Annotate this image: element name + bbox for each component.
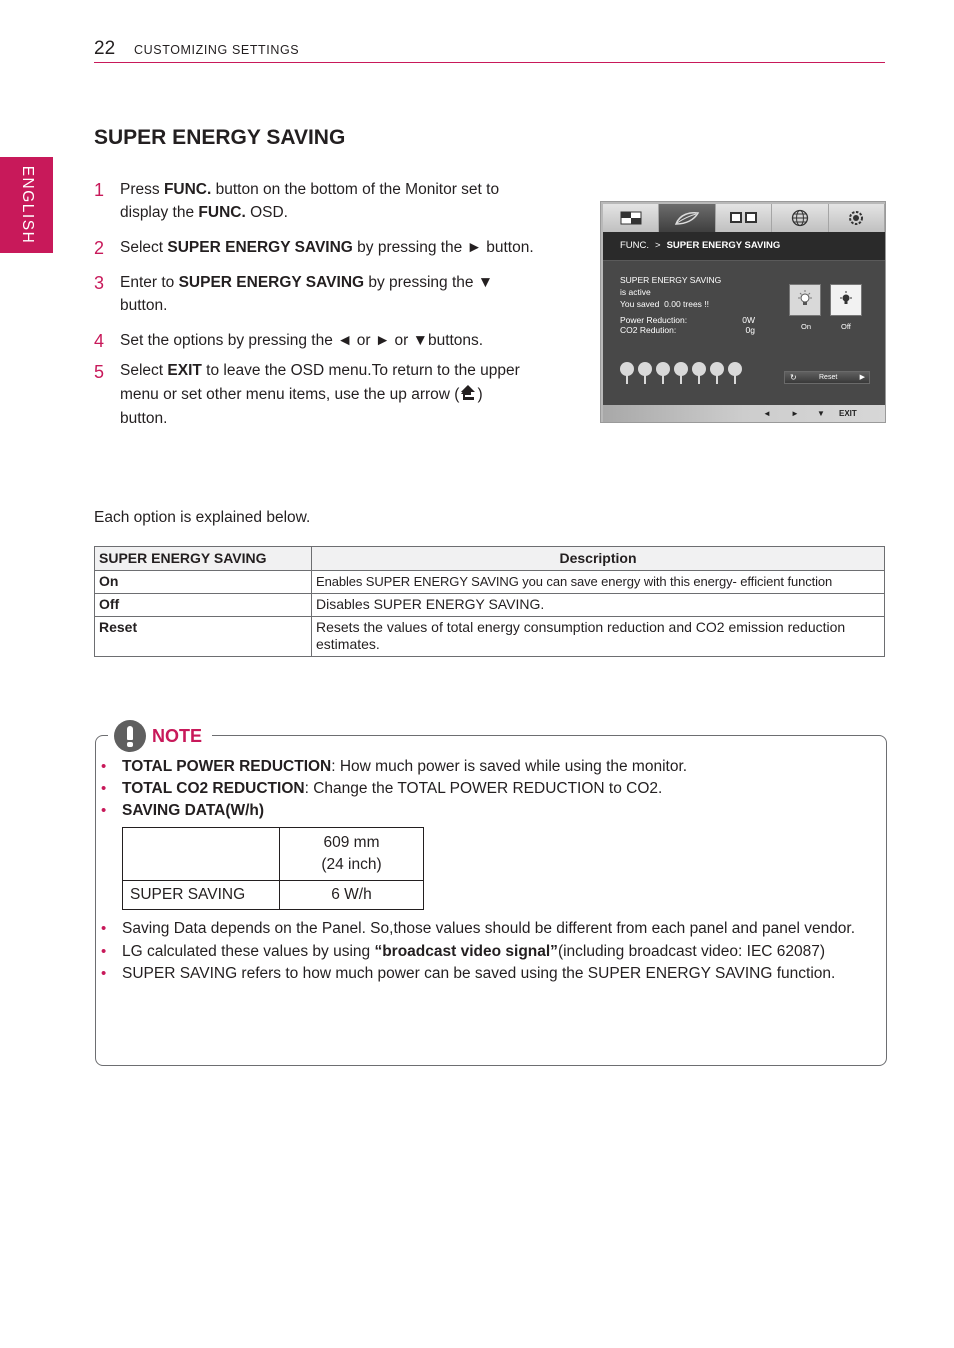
- step-text: by pressing the ► button.: [352, 239, 534, 256]
- osd-stats-labels: [620, 316, 687, 335]
- osd-saved-label: You saved: [620, 299, 660, 309]
- step-text: OSD.: [245, 204, 288, 221]
- note-item-bold: “broadcast video signal”: [374, 942, 558, 960]
- osd-crumb-separator: >: [655, 240, 661, 251]
- step-text: button on the bottom of the Monitor set to display the: [120, 181, 500, 221]
- osd-footer: [603, 405, 885, 422]
- dual-screen-icon: [729, 211, 759, 225]
- bullet-icon: •: [101, 965, 107, 982]
- bullet-icon: •: [101, 780, 107, 797]
- note-item-bold: TOTAL POWER REDUCTION: [122, 758, 332, 775]
- intro-text: Each option is explained below.: [94, 509, 311, 526]
- tree-icon: [655, 361, 671, 385]
- size-mm: 609 mm: [323, 834, 380, 851]
- osd-status-line: SUPER ENERGY SAVING: [620, 275, 722, 285]
- step-5: [94, 359, 534, 431]
- table-header-row: [95, 547, 885, 571]
- list-item: [101, 963, 871, 986]
- note-item-text: LG calculated these values by using: [122, 942, 375, 960]
- table-cell-desc: Enables SUPER ENERGY SAVING you can save energy with this energy- efficient function: [312, 571, 885, 594]
- table-row: [95, 594, 885, 617]
- bullet-icon: •: [101, 802, 107, 819]
- gear-icon: [847, 209, 865, 227]
- note-title: NOTE: [152, 725, 203, 746]
- osd-tab-picture: [603, 204, 659, 232]
- osd-status-line: is active: [620, 287, 651, 297]
- section-label: CUSTOMIZING SETTINGS: [134, 43, 300, 57]
- table-row: [95, 617, 885, 657]
- leaf-icon: [674, 210, 700, 226]
- osd-power-label: Power Reduction:: [620, 315, 688, 325]
- osd-right-button[interactable]: ►: [791, 409, 799, 418]
- note-item-text: : How much power is saved while using the monitor.: [331, 758, 688, 775]
- lightbulb-on-icon: [790, 285, 820, 315]
- osd-reset-label: Reset: [819, 374, 838, 381]
- step-bold: EXIT: [167, 362, 202, 379]
- step-number: 5: [94, 362, 105, 382]
- tree-icon: [691, 361, 707, 385]
- table-cell-empty: [123, 828, 280, 881]
- reset-icon: ↻: [790, 373, 797, 382]
- picture-mode-icon: [620, 211, 642, 225]
- note-item-text: Saving Data depends on the Panel. So,those values should be different from each panel and panel vendor.: [122, 920, 856, 937]
- table-cell-size: [280, 828, 424, 881]
- osd-co2-label: CO2 Redution:: [620, 324, 677, 335]
- tree-icon: [727, 361, 743, 385]
- language-tab-label: ENGLISH: [19, 165, 36, 245]
- osd-tab-globe: [772, 204, 828, 232]
- osd-screenshot: [600, 201, 886, 423]
- step-2: [94, 236, 534, 259]
- table-cell-value: 6 W/h: [280, 881, 424, 910]
- table-row: [123, 881, 424, 910]
- step-text: ) button.: [120, 386, 483, 427]
- osd-crumb-func: FUNC.: [620, 240, 650, 251]
- step-text: Set the options by pressing the ◄ or ► or ▼buttons.: [120, 332, 484, 349]
- osd-breadcrumb: [603, 232, 885, 260]
- list-item: [101, 918, 871, 941]
- osd-power-value: 0W: [742, 315, 755, 325]
- page-title: SUPER ENERGY SAVING: [94, 126, 346, 149]
- osd-body: [603, 260, 885, 405]
- step-3: [94, 271, 534, 317]
- step-number: 3: [94, 273, 105, 293]
- step-text: Press: [120, 181, 164, 198]
- up-arrow-icon: [460, 384, 476, 401]
- saving-data-table: [122, 827, 424, 910]
- list-item: [101, 800, 871, 822]
- step-text: Select: [120, 362, 168, 379]
- step-text: by pressing the ▼ button.: [120, 274, 494, 314]
- tree-icon: [637, 361, 653, 385]
- osd-reset-button[interactable]: [784, 371, 870, 384]
- osd-stats-values: [739, 316, 755, 335]
- exclamation-icon: [114, 720, 146, 752]
- step-bold: SUPER ENERGY SAVING: [178, 274, 365, 291]
- table-cell-key: On: [95, 571, 312, 594]
- table-cell-desc: Disables SUPER ENERGY SAVING.: [312, 594, 885, 617]
- osd-tree-row: [619, 361, 743, 385]
- table-header: Description: [312, 547, 885, 571]
- list-item: [101, 778, 871, 800]
- tree-icon: [709, 361, 725, 385]
- osd-tab-dual: [716, 204, 772, 232]
- osd-tab-bar: [603, 204, 885, 232]
- page-number: 22: [94, 38, 116, 59]
- osd-on-button[interactable]: [789, 284, 821, 316]
- osd-co2-value: 0g: [745, 324, 755, 335]
- step-list: [94, 178, 534, 443]
- step-text: to leave the OSD menu.To return to the upper menu or set other menu items, use the up arrow (: [120, 362, 520, 403]
- table-cell-key: Off: [95, 594, 312, 617]
- step-number: 2: [94, 238, 105, 258]
- table-cell-desc: Resets the values of total energy consumption reduction and CO2 emission reduction estimates.: [312, 617, 885, 657]
- note-item-text: SUPER SAVING refers to how much power can be saved using the SUPER ENERGY SAVING function.: [122, 965, 836, 982]
- language-tab: [0, 157, 53, 253]
- table-cell-label: SUPER SAVING: [123, 881, 280, 910]
- step-number: 4: [94, 331, 105, 351]
- step-1: [94, 178, 534, 224]
- osd-exit-button[interactable]: EXIT: [839, 409, 857, 418]
- bullet-icon: •: [101, 942, 107, 960]
- options-table: [94, 546, 885, 657]
- note-item-bold: SAVING DATA(W/h): [122, 802, 265, 819]
- osd-status: [620, 274, 721, 310]
- right-arrow-icon: ▶: [859, 374, 865, 381]
- note-item-text: : Change the TOTAL POWER REDUCTION to CO2.: [304, 780, 663, 797]
- osd-tab-energy: [659, 204, 715, 232]
- osd-off-label: Off: [841, 322, 851, 331]
- osd-saved-value: 0.00 trees !!: [664, 299, 710, 309]
- list-item: [101, 756, 871, 778]
- table-row: [95, 571, 885, 594]
- step-bold: FUNC.: [198, 204, 246, 221]
- note-item-subtext: (including broadcast video: IEC 62087): [557, 942, 826, 960]
- tree-icon: [619, 361, 635, 385]
- osd-off-button[interactable]: [830, 284, 862, 316]
- step-bold: FUNC.: [163, 181, 212, 198]
- list-item: [101, 941, 871, 964]
- osd-crumb-item: SUPER ENERGY SAVING: [666, 240, 781, 251]
- table-row: [123, 828, 424, 881]
- table-header: SUPER ENERGY SAVING: [95, 547, 312, 571]
- bullet-icon: •: [101, 758, 107, 775]
- osd-down-button[interactable]: ▼: [817, 409, 825, 418]
- osd-tab-settings: [829, 204, 885, 232]
- note-list: [101, 756, 871, 822]
- note-header: [108, 720, 212, 752]
- step-text: Enter to: [120, 274, 179, 291]
- step-text: Select: [120, 239, 168, 256]
- tree-icon: [673, 361, 689, 385]
- note-list-continued: [101, 918, 871, 986]
- osd-left-button[interactable]: ◄: [763, 409, 771, 418]
- step-bold: SUPER ENERGY SAVING: [167, 239, 353, 256]
- note-item-bold: TOTAL CO2 REDUCTION: [122, 780, 305, 797]
- header-rule: [94, 62, 885, 63]
- table-cell-key: Reset: [95, 617, 312, 657]
- step-number: 1: [94, 180, 105, 200]
- globe-icon: [791, 209, 809, 227]
- bullet-icon: •: [101, 920, 107, 937]
- size-inch: (24 inch): [321, 856, 382, 873]
- lightbulb-off-icon: [831, 285, 861, 315]
- step-4: [94, 329, 534, 352]
- osd-on-label: On: [801, 322, 812, 331]
